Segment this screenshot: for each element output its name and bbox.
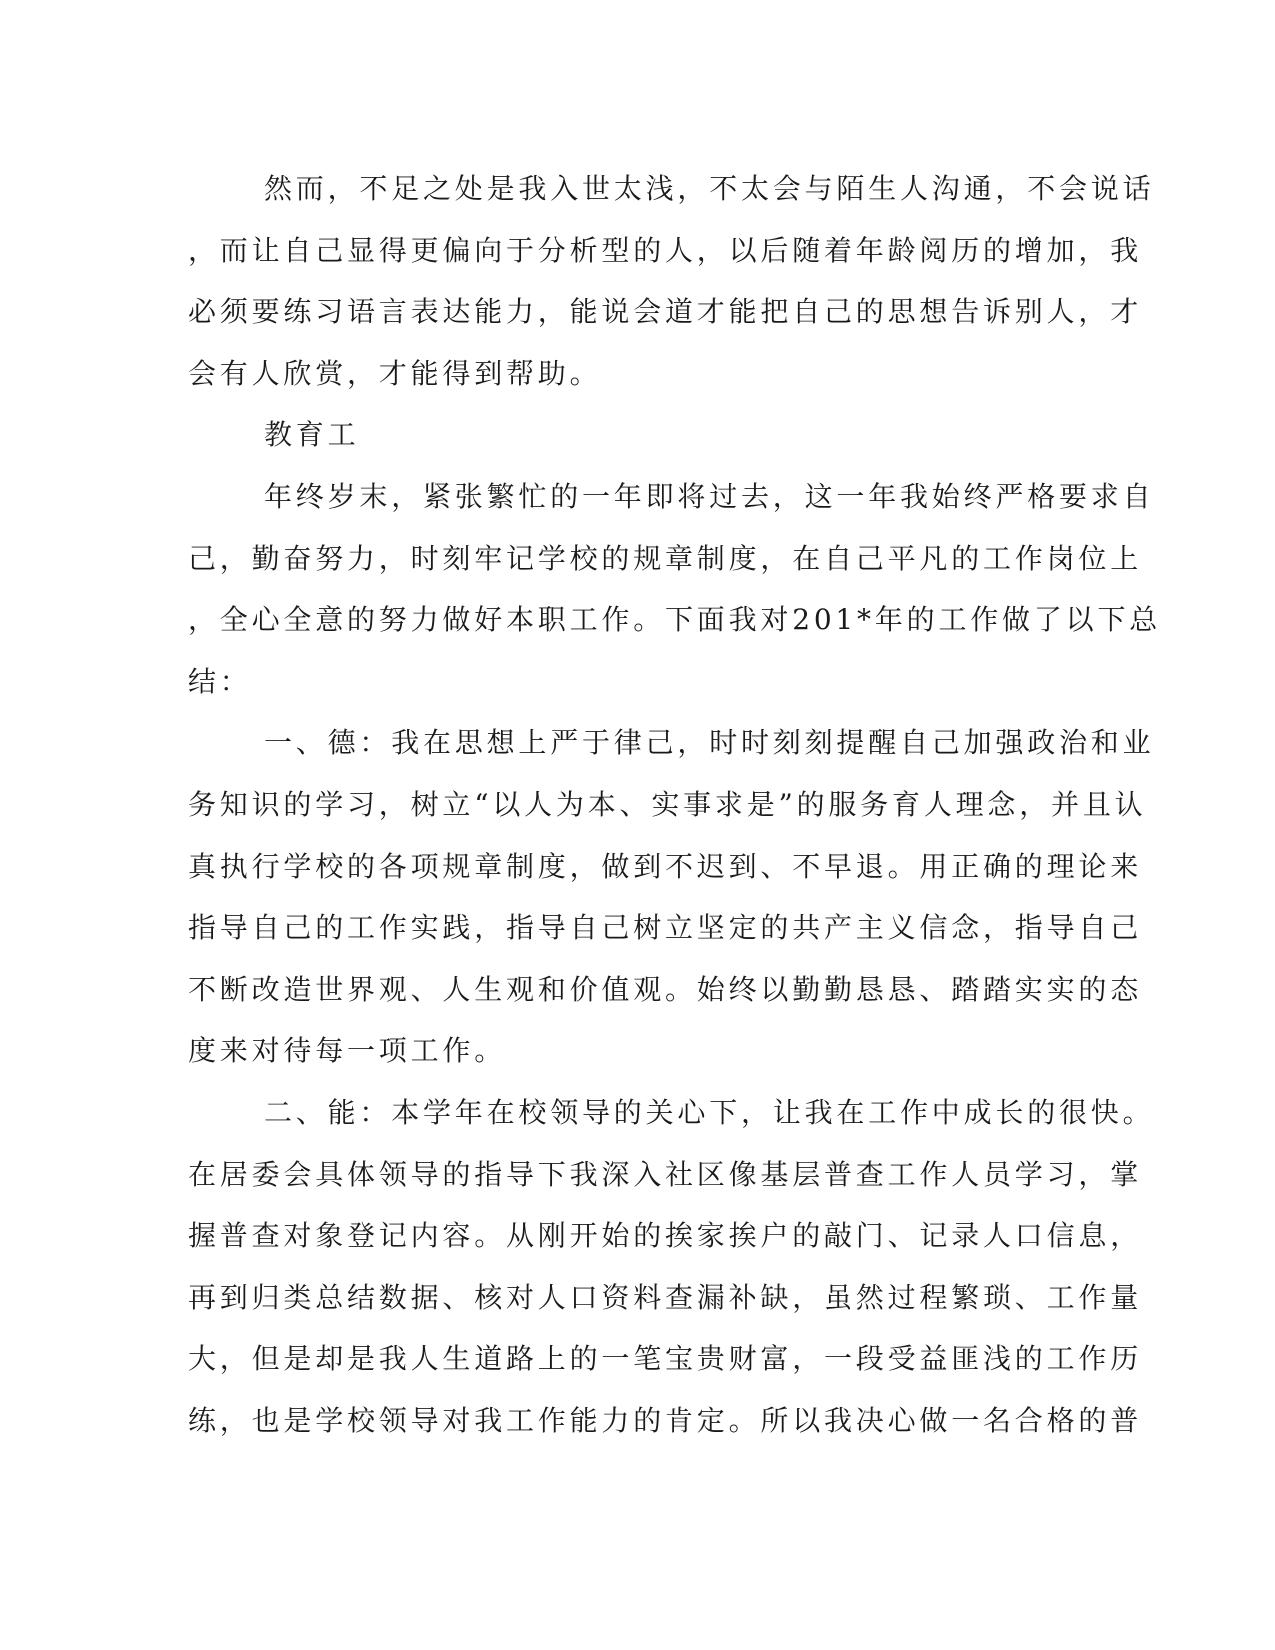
- text-line: 会有人欣赏，才能得到帮助。: [188, 356, 602, 390]
- text-line: 真执行学校的各项规章制度，做到不迟到、不早退。用正确的理论来: [188, 849, 1143, 883]
- text-line: 大，但是却是我人生道路上的一笔宝贵财富，一段受益匪浅的工作历: [188, 1342, 1143, 1376]
- section-heading: 教育工: [264, 418, 360, 452]
- text-line: 务知识的学习，树立“以人为本、实事求是”的服务育人理念，并且认: [188, 787, 1147, 821]
- text-line: 二、能：本学年在校领导的关心下，让我在工作中成长的很快。: [264, 1095, 1155, 1129]
- text-line: 年终岁末，紧张繁忙的一年即将过去，这一年我始终严格要求自: [264, 479, 1155, 513]
- text-line: 在居委会具体领导的指导下我深入社区像基层普查工作人员学习，掌: [188, 1157, 1143, 1191]
- text-line: ，全心全意的努力做好本职工作。下面我对201*年的工作做了以下总: [188, 603, 1162, 637]
- text-line: 练，也是学校领导对我工作能力的肯定。所以我决心做一名合格的普: [188, 1403, 1143, 1437]
- text-line: 不断改造世界观、人生观和价值观。始终以勤勤恳恳、踏踏实实的态: [188, 972, 1143, 1006]
- text-line: 握普查对象登记内容。从刚开始的挨家挨户的敲门、记录人口信息，: [188, 1219, 1143, 1253]
- text-line: 己，勤奋努力，时刻牢记学校的规章制度，在自己平凡的工作岗位上: [188, 541, 1143, 575]
- text-line: 然而，不足之处是我入世太浅，不太会与陌生人沟通，不会说话: [264, 172, 1155, 205]
- text-line: 度来对待每一项工作。: [188, 1034, 507, 1068]
- text-line: 指导自己的工作实践，指导自己树立坚定的共产主义信念，指导自己: [188, 911, 1143, 945]
- document-body: [188, 158, 1162, 1451]
- text-line: 再到归类总结数据、核对人口资料查漏补缺，虽然过程繁琐、工作量: [188, 1280, 1143, 1314]
- text-line: ，而让自己显得更偏向于分析型的人，以后随着年龄阅历的增加，我: [188, 233, 1143, 267]
- text-line: 必须要练习语言表达能力，能说会道才能把自己的思想告诉别人，才: [188, 295, 1143, 329]
- text-line: 一、德：我在思想上严于律己，时时刻刻提醒自己加强政治和业: [264, 726, 1155, 760]
- text-line: 结：: [188, 664, 252, 698]
